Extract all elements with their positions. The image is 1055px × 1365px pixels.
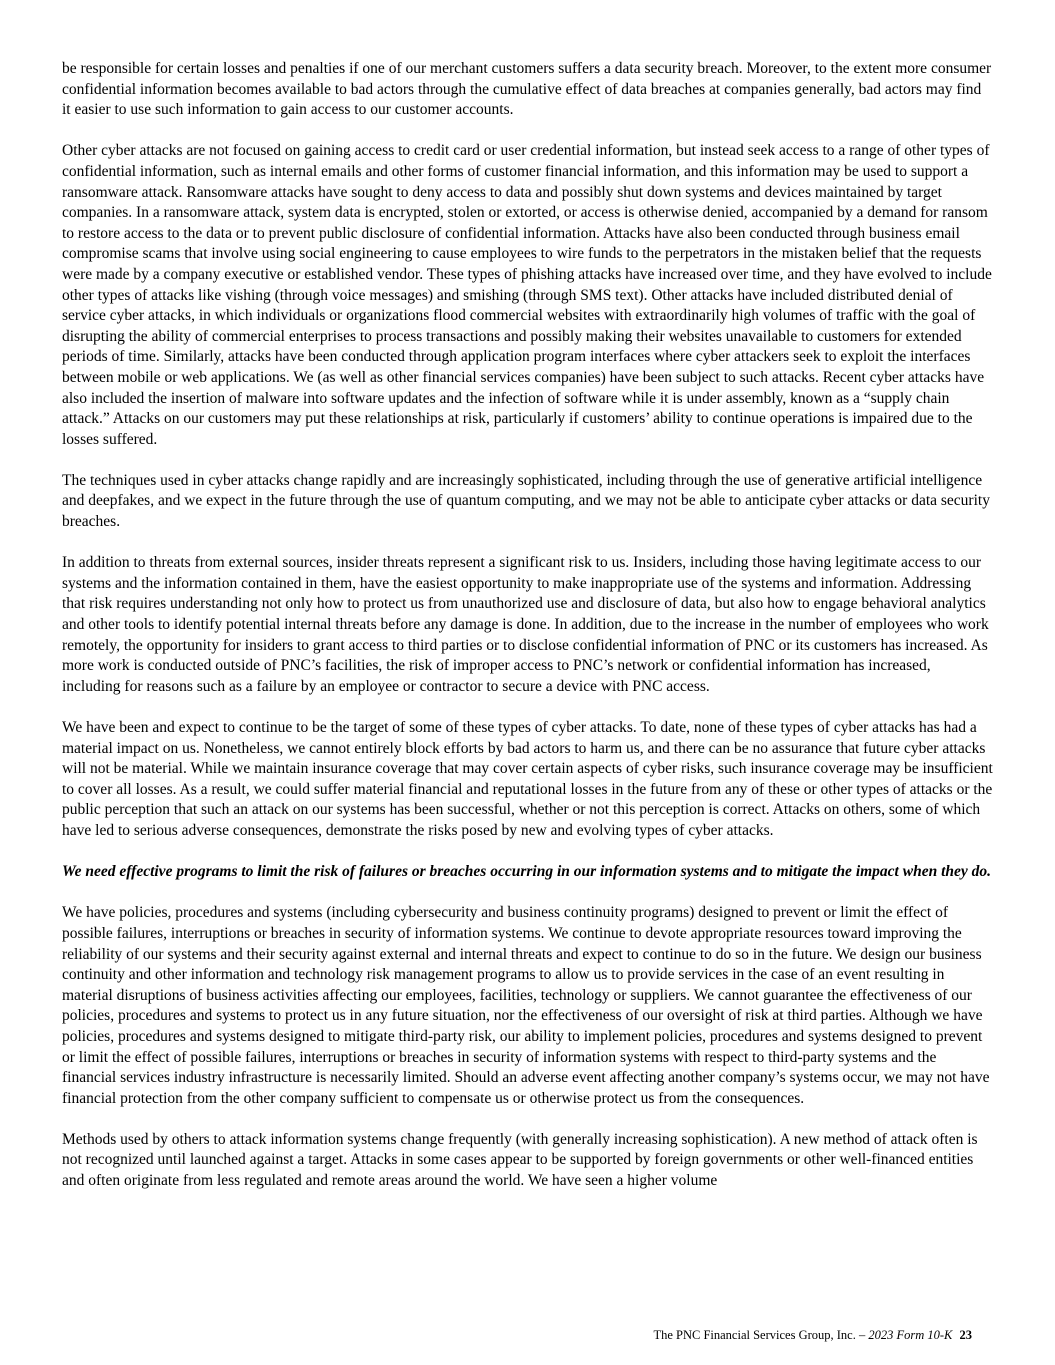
paragraph-attack-methods: Methods used by others to attack information systems change frequently (with generally increasing sophistication). A new method of attack often is not recognized until launched against a target. Attacks in some cases appear to be supported by foreign governments or other well-financed entities and often originate from less regulated and remote areas around the world. We have seen a higher volume: [62, 1130, 978, 1190]
footer-company: The PNC Financial Services Group, Inc. –: [653, 1328, 866, 1342]
paragraph-attack-techniques: The techniques used in cyber attacks change rapidly and are increasingly sophisticated, including through the use of generative artificial intelligence and deepfakes, and we expect in the future through the use of quantum computing, and we may not be able to anticipate cyber attacks or data security breaches.: [62, 471, 990, 531]
page-footer: [653, 1327, 972, 1343]
paragraph-merchant-breach: be responsible for certain losses and penalties if one of our merchant customers suffers a data security breach. Moreover, to the extent more consumer confidential information becomes available to bad actors through the cumulative effect of data breaches at companies generally, bad actors may find it easier to use such information to gain access to our customer accounts.: [62, 60, 992, 119]
footer-form: 2023 Form 10-K: [868, 1328, 953, 1342]
page-number: 23: [959, 1328, 972, 1342]
paragraph-ransomware-phishing: Other cyber attacks are not focused on gaining access to credit card or user credential information, but instead seek access to a range of other types of confidential information, such as internal emails and other forms of customer financial information, and this information may be used to support a ransomware attack. Ransomware attacks have sought to deny access to data and possibly shut down systems and devices maintained by target companies. In a ransomware attack, system data is encrypted, stolen or extorted, or access is otherwise denied, accompanied by a demand for ransom to restore access to the data or to prevent public disclosure of confidential information. Attacks have also been conducted through business email compromise scams that involve using social engineering to cause employees to wire funds to the perpetrators in the mistaken belief that the requests were made by a company executive or established vendor. These types of phishing attacks have increased over time, and they have evolved to include other types of attacks like vishing (through voice messages) and smishing (through SMS text). Other attacks have included distributed denial of service cyber attacks, in which individuals or organizations flood commercial websites with extraordinarily high volumes of traffic with the goal of disrupting the ability of commercial enterprises to process transactions and possibly making their websites unavailable to customers for extended periods of time. Similarly, attacks have been conducted through application program interfaces where cyber attackers seek to exploit the interfaces between mobile or web applications. We (as well as other financial services companies) have been subject to such attacks. Recent cyber attacks have also included the insertion of malware into software updates and the infection of software while it is under assembly, known as a “supply chain attack.” Attacks on our customers may put these relationships at risk, particularly if customers’ ability to continue operations is impaired due to the losses suffered.: [62, 142, 992, 448]
paragraph-attack-target: We have been and expect to continue to be the target of some of these types of cyber attacks. To date, none of these types of cyber attacks has had a material impact on us. Nonetheless, we cannot entirely block efforts by bad actors to harm us, and there can be no assurance that future cyber attacks will not be material. While we maintain insurance coverage that may cover certain aspects of cyber risks, such insurance coverage may be insufficient to cover all losses. As a result, we could suffer material financial and reputational losses in the future from any of these or other types of attacks or the public perception that such an attack on our systems has been successful, whether or not this perception is correct. Attacks on others, some of which have led to serious adverse consequences, demonstrate the risks posed by new and evolving types of cyber attacks.: [62, 719, 993, 839]
section-heading: We need effective programs to limit the risk of failures or breaches occurring in our information systems and to mitigate the impact when they do.: [62, 863, 992, 881]
paragraph-insider-threats: In addition to threats from external sources, insider threats represent a significant risk to us. Insiders, including those having legitimate access to our systems and the information contained in them, have the easiest opportunity to make inappropriate use of the systems and information. Addressing that risk requires understanding not only how to protect us from unauthorized use and disclosure of data, but also how to engage behavioral analytics and other tools to identify potential internal threats before any damage is done. In addition, due to the increase in the number of employees who work remotely, the opportunity for insiders to grant access to third parties or to disclose confidential information of PNC or its customers has increased. As more work is conducted outside of PNC’s facilities, the risk of improper access to PNC’s network or confidential information has increased, including for reasons such as a failure by an employee or contractor to secure a device with PNC access.: [62, 554, 989, 695]
paragraph-policies-procedures: We have policies, procedures and systems (including cybersecurity and business continuity programs) designed to prevent or limit the effect of possible failures, interruptions or breaches in security of information systems. We continue to devote appropriate resources toward improving the reliability of our systems and their security against external and internal threats and expect to continue to do so in the future. We design our business continuity and other information and technology risk management programs to allow us to provide services in the case of an event resulting in material disruptions of business activities affecting our employees, facilities, technology or suppliers. We cannot guarantee the effectiveness of our policies, procedures and systems to protect us in any future situation, nor the effectiveness of our oversight of risk at third parties. Although we have policies, procedures and systems designed to mitigate third-party risk, our ability to implement policies, procedures and systems designed to prevent or limit the effect of possible failures, interruptions or breaches in security of information systems with respect to third-party systems and the financial services industry infrastructure is necessarily limited. Should an adverse event affecting another company’s systems occur, we may not have financial protection from the other company sufficient to compensate us or otherwise protect us from the consequences.: [62, 904, 990, 1107]
document-body: [62, 59, 993, 1212]
